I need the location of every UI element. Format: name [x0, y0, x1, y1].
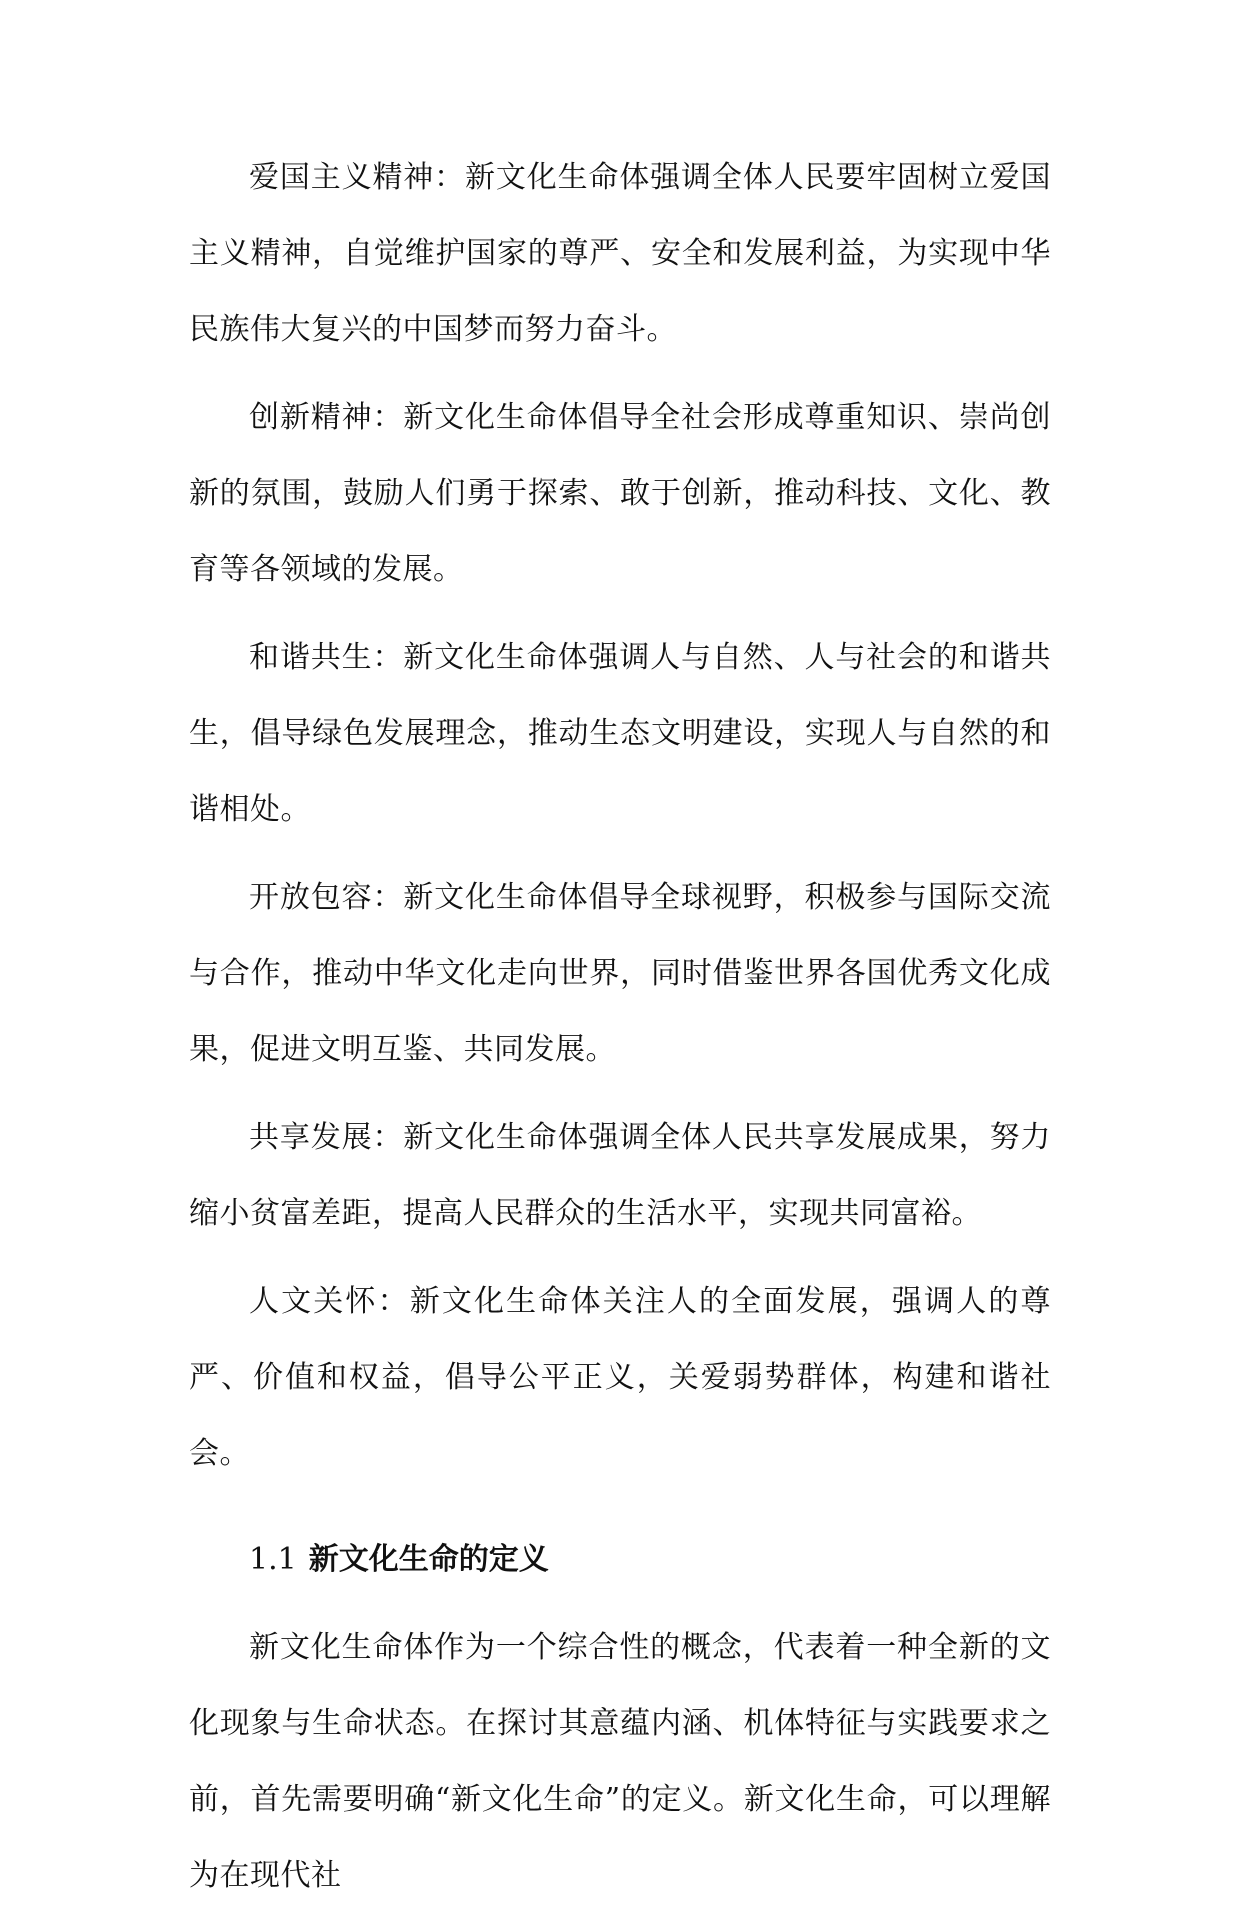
section-heading — [189, 1522, 1051, 1598]
paragraph-openness: 开放包容：新文化生命体倡导全球视野，积极参与国际交流与合作，推动中华文化走向世界，同时借鉴世界各国优秀文化成果，促进文明互鉴、共同发展。 — [189, 880, 1051, 1067]
section-number: 1.1 — [249, 1542, 297, 1577]
section-title: 新文化生命的定义 — [308, 1542, 549, 1577]
paragraph-humanistic-care: 人文关怀：新文化生命体关注人的全面发展，强调人的尊严、价值和权益，倡导公平正义，关爱弱势群体，构建和谐社会。 — [189, 1284, 1051, 1471]
paragraph-innovation: 创新精神：新文化生命体倡导全社会形成尊重知识、崇尚创新的氛围，鼓励人们勇于探索、敢于创新，推动科技、文化、教育等各领域的发展。 — [189, 400, 1051, 587]
paragraph-definition: 新文化生命体作为一个综合性的概念，代表着一种全新的文化现象与生命状态。在探讨其意蕴内涵、机体特征与实践要求之前，首先需要明确“新文化生命”的定义。新文化生命，可以理解为在现代社 — [189, 1630, 1051, 1893]
paragraph-patriotism: 爱国主义精神：新文化生命体强调全体人民要牢固树立爱国主义精神，自觉维护国家的尊严、安全和发展利益，为实现中华民族伟大复兴的中国梦而努力奋斗。 — [189, 160, 1051, 347]
paragraph-harmony: 和谐共生：新文化生命体强调人与自然、人与社会的和谐共生，倡导绿色发展理念，推动生态文明建设，实现人与自然的和谐相处。 — [189, 640, 1051, 827]
document-body — [189, 140, 1051, 1926]
paragraph-shared-development: 共享发展：新文化生命体强调全体人民共享发展成果，努力缩小贫富差距，提高人民群众的生活水平，实现共同富裕。 — [189, 1120, 1051, 1231]
